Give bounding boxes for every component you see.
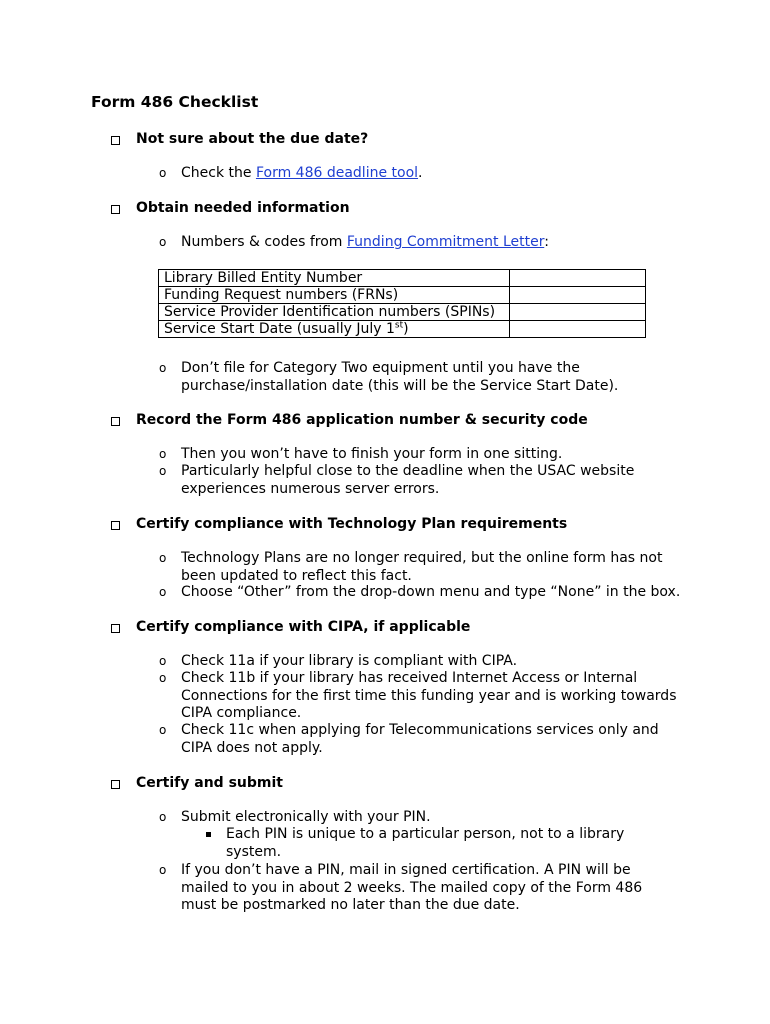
table-cell-value: [510, 304, 646, 321]
sub-bullet-line: system.: [226, 843, 282, 860]
bullet-text: [181, 584, 701, 602]
bullet-line: Check 11a if your library is compliant with CIPA.: [181, 653, 518, 669]
bullet-line: If you don’t have a PIN, mail in signed certification. A PIN will be: [181, 862, 631, 878]
bullet-text: [181, 463, 701, 498]
deadline-tool-link[interactable]: Form 486 deadline tool: [255, 165, 419, 181]
bullet-line: been updated to reflect this fact.: [181, 567, 412, 584]
circle-bullet-icon: o: [159, 654, 167, 668]
cell-tail: ): [403, 321, 409, 337]
bullet-text: [181, 670, 701, 723]
bullet-text: [181, 722, 701, 757]
checkbox-icon[interactable]: [111, 136, 120, 145]
table-row: [159, 270, 646, 287]
circle-bullet-icon: o: [159, 810, 167, 824]
circle-bullet-icon: o: [159, 723, 167, 737]
bullet-text: [181, 862, 701, 915]
table-cell-value: [510, 287, 646, 304]
bullet-text: [181, 809, 701, 827]
checkbox-icon[interactable]: [111, 205, 120, 214]
section-heading: Certify compliance with CIPA, if applicable: [136, 619, 471, 635]
bullet-line: Particularly helpful close to the deadline when the USAC website: [181, 463, 635, 479]
table-cell-label: Funding Request numbers (FRNs): [159, 287, 510, 304]
bullet-prefix: Numbers & codes from: [181, 234, 347, 250]
bullet-line: Connections for the first time this funding year and is working towards: [181, 687, 677, 704]
bullet-text: [181, 653, 701, 671]
circle-bullet-icon: o: [159, 166, 167, 180]
square-bullet-icon: [206, 832, 211, 837]
table-cell-label: Library Billed Entity Number: [159, 270, 510, 287]
checkbox-icon[interactable]: [111, 780, 120, 789]
bullet-line: experiences numerous server errors.: [181, 480, 440, 497]
bullet-text: [181, 550, 701, 585]
superscript: st: [394, 320, 404, 331]
bullet-line: Choose “Other” from the drop-down menu and type “None” in the box.: [181, 584, 681, 600]
checkbox-icon[interactable]: [111, 624, 120, 633]
bullet-line: Technology Plans are no longer required, but the online form has not: [181, 550, 663, 566]
codes-table: [158, 269, 646, 338]
table-cell-value: [510, 321, 646, 338]
bullet-line: purchase/installation date (this will be the Service Start Date).: [181, 377, 619, 394]
table-cell-label: Service Provider Identification numbers (SPINs): [159, 304, 510, 321]
bullet-line: CIPA does not apply.: [181, 739, 323, 756]
bullet-line: Don’t file for Category Two equipment until you have the: [181, 360, 580, 376]
circle-bullet-icon: o: [159, 235, 167, 249]
section-heading: Obtain needed information: [136, 200, 350, 216]
checkbox-icon[interactable]: [111, 521, 120, 530]
bullet-text: [181, 446, 701, 464]
bullet-line: CIPA compliance.: [181, 705, 302, 721]
circle-bullet-icon: o: [159, 863, 167, 877]
bullet-suffix: .: [418, 165, 423, 181]
bullet-prefix: Check the: [181, 165, 256, 181]
bullet-text: [181, 165, 701, 183]
bullet-line: Check 11b if your library has received Internet Access or Internal: [181, 670, 638, 686]
bullet-suffix: :: [544, 234, 549, 250]
checkbox-icon[interactable]: [111, 417, 120, 426]
sub-bullet-text: [226, 826, 624, 861]
bullet-line: Submit electronically with your PIN.: [181, 809, 431, 825]
page-title: Form 486 Checklist: [91, 93, 259, 111]
table-cell-label: [159, 321, 510, 338]
section-heading: Not sure about the due date?: [136, 131, 369, 147]
funding-commitment-letter-link[interactable]: Funding Commitment Letter: [346, 234, 545, 250]
circle-bullet-icon: o: [159, 671, 167, 685]
circle-bullet-icon: o: [159, 447, 167, 461]
section-heading: Certify and submit: [136, 775, 283, 791]
bullet-line: mailed to you in about 2 weeks. The mailed copy of the Form 486: [181, 879, 643, 896]
table-row: [159, 287, 646, 304]
circle-bullet-icon: o: [159, 585, 167, 599]
bullet-line: must be postmarked no later than the due date.: [181, 897, 520, 913]
circle-bullet-icon: o: [159, 464, 167, 478]
sub-bullet-line: Each PIN is unique to a particular person, not to a library: [226, 826, 625, 842]
bullet-line: Then you won’t have to finish your form in one sitting.: [181, 446, 563, 462]
bullet-line: Check 11c when applying for Telecommunications services only and: [181, 722, 659, 738]
table-row: [159, 304, 646, 321]
section-heading: Certify compliance with Technology Plan requirements: [136, 516, 568, 532]
bullet-text: [181, 360, 701, 395]
circle-bullet-icon: o: [159, 361, 167, 375]
bullet-text: [181, 234, 701, 252]
table-row: [159, 321, 646, 338]
table-cell-value: [510, 270, 646, 287]
cell-text: Service Start Date (usually July 1: [164, 321, 395, 337]
circle-bullet-icon: o: [159, 551, 167, 565]
section-heading: Record the Form 486 application number & security code: [136, 412, 588, 428]
